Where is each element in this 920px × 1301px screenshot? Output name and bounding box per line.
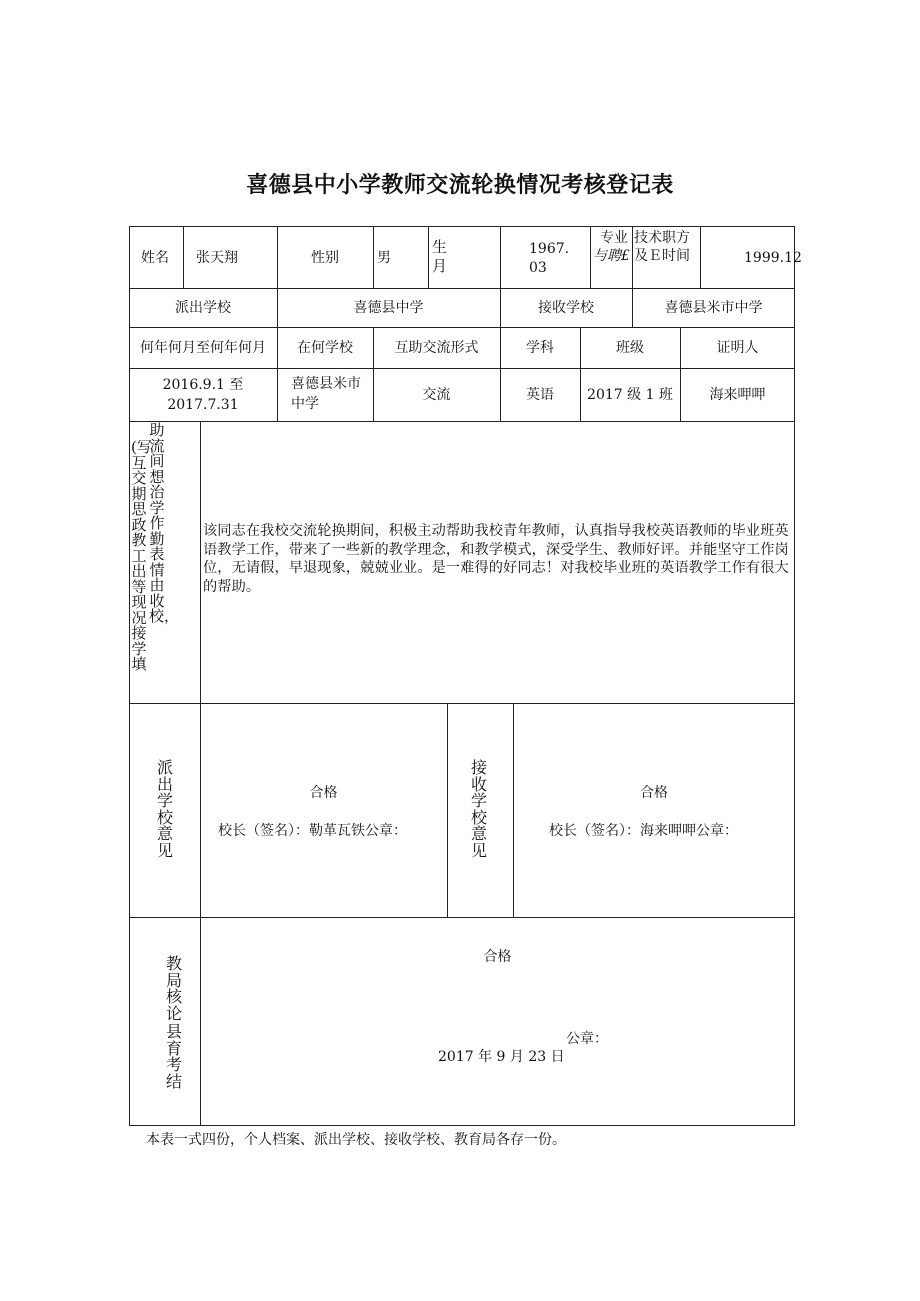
row-divider: [129, 288, 795, 289]
recv-opinion-result: 合格: [640, 785, 668, 801]
recv-opinion-sign: 校长（签名）：海来呷呷公章：: [549, 823, 738, 839]
tech-time-value: 1999.12: [744, 250, 802, 266]
tech-time-label: 技术职方: [634, 230, 690, 246]
row-divider: [129, 703, 795, 704]
subject-header: 学科: [526, 340, 554, 356]
subject-value: 英语: [526, 387, 554, 403]
class-value: 2017 级 1 班: [587, 387, 673, 403]
col-divider: [183, 226, 184, 288]
recv-school-label: 接收学校: [538, 300, 594, 316]
class-header: 班级: [616, 340, 644, 356]
bureau-seal: 公章：: [566, 1031, 608, 1047]
col-divider: [700, 226, 701, 288]
period-header: 何年何月至何年何月: [140, 340, 266, 356]
row-divider: [129, 327, 795, 328]
eval-text: 该同志在我校交流轮换期间，积极主动帮助我校青年教师，认真指导我校英语教师的毕业班英语教学工作，带来了一些新的教学理念，和教学模式，深受学生、教师好评。并能坚守工作岗位，无请假，早退现象，兢兢业业。是一难得的好同志！对我校毕业班的英语教学工作有很大的帮助。: [203, 523, 789, 595]
col-divider: [632, 226, 633, 288]
col-divider: [277, 226, 278, 288]
professional-title-label: 专业: [600, 230, 628, 246]
col-divider: [513, 703, 514, 917]
send-opinion-result: 合格: [309, 785, 338, 801]
bureau-label: 县育考结: [166, 1022, 183, 1091]
period-value: 2017.7.31: [167, 397, 239, 413]
birth-label: 生: [432, 238, 448, 256]
recv-opinion-label: 接收学校意见: [471, 758, 488, 860]
birth-label: 月: [432, 257, 448, 275]
bureau-date: 2017 年 9 月 23 日: [438, 1049, 565, 1065]
name-value: 张天翔: [196, 250, 238, 266]
form-header: 互助交流形式: [394, 340, 479, 356]
gender-value: 男: [377, 250, 391, 266]
registration-table: [129, 226, 795, 1126]
birth-value: 03: [529, 260, 547, 276]
row-divider: [129, 421, 795, 422]
school-value: 喜德县米市: [291, 376, 361, 392]
col-divider: [447, 703, 448, 917]
footer-note: 本表一式四份，个人档案、派出学校、接收学校、教育局各存一份。: [146, 1132, 566, 1148]
name-label: 姓名: [141, 250, 169, 266]
bureau-result: 合格: [483, 949, 512, 965]
col-divider: [200, 421, 201, 1126]
recv-school-value: 喜德县米市中学: [664, 300, 763, 316]
bureau-label: 教局核论: [166, 954, 183, 1023]
form-value: 交流: [422, 387, 451, 403]
send-opinion-label: 派出学校意见: [157, 758, 174, 860]
gender-label: 性别: [311, 250, 339, 266]
col-divider: [428, 226, 429, 288]
send-school-label: 派出学校: [175, 300, 231, 316]
send-school-value: 喜德县中学: [353, 300, 424, 316]
col-divider: [373, 226, 374, 288]
row-divider: [129, 368, 795, 369]
row-divider: [129, 917, 795, 918]
birth-value: 1967.: [529, 241, 570, 257]
period-value: 2016.9.1 至: [162, 377, 244, 393]
witness-value: 海来呷呷: [709, 387, 766, 403]
col-divider: [590, 226, 591, 288]
eval-label: 助流间想治学作勤表情由收校，: [149, 421, 180, 625]
form-title: 喜德县中小学教师交流轮换情况考核登记表: [246, 173, 674, 198]
col-divider: [500, 226, 501, 288]
eval-label: (写互交期思政教工出等现况接学填: [131, 438, 152, 673]
school-header: 在何学校: [297, 340, 353, 356]
tech-time-label: 及Ｅ时间: [634, 248, 690, 264]
professional-title-label: 与聘£: [593, 248, 630, 264]
witness-header: 证明人: [716, 340, 759, 356]
school-value: 中学: [291, 396, 319, 412]
send-opinion-sign: 校长（签名）：勒革瓦铁公章：: [218, 823, 407, 839]
